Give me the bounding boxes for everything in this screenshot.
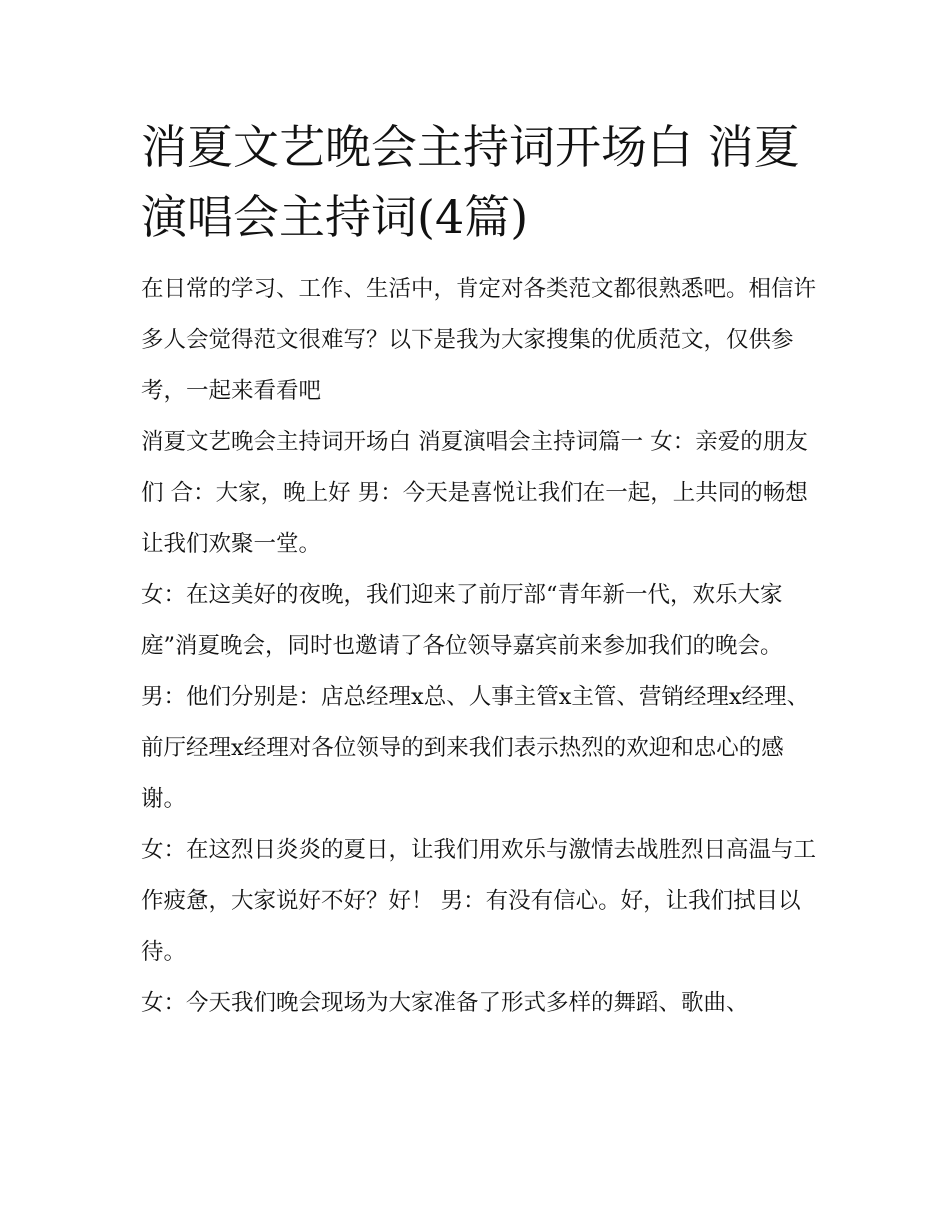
document-body [141,264,821,1029]
document-title: 消夏文艺晚会主持词开场白 消夏演唱会主持词(4篇) [141,120,800,244]
paragraph-opening: 消夏文艺晚会主持词开场白 消夏演唱会主持词篇一 女：亲爱的朋友们 合：大家，晚上好 男：今天是喜悦让我们在一起，上共同的畅想让我们欢聚一堂。 [141,429,808,557]
paragraph-female-summer: 女：在这烈日炎炎的夏日，让我们用欢乐与激情去战胜烈日高温与工作疲惫，大家说好不好？好！ 男：有没有信心。好，让我们拭目以待。 [141,837,817,965]
paragraph-intro: 在日常的学习、工作、生活中，肯定对各类范文都很熟悉吧。相信许多人会觉得范文很难写？以下是我为大家搜集的优质范文，仅供参考，一起来看看吧 [141,276,817,404]
document-content [141,112,821,1029]
paragraph-female-program: 女：今天我们晚会现场为大家准备了形式多样的舞蹈、歌曲、 [141,990,749,1016]
paragraph-male-guests: 男：他们分别是：店总经理x总、人事主管x主管、营销经理x经理、前厅经理x经理对各位领导的到来我们表示热烈的欢迎和忠心的感谢。 [141,684,810,812]
paragraph-female-welcome: 女：在这美好的夜晚，我们迎来了前厅部“青年新一代，欢乐大家庭”消夏晚会，同时也邀请了各位领导嘉宾前来参加我们的晚会。 [141,582,783,659]
